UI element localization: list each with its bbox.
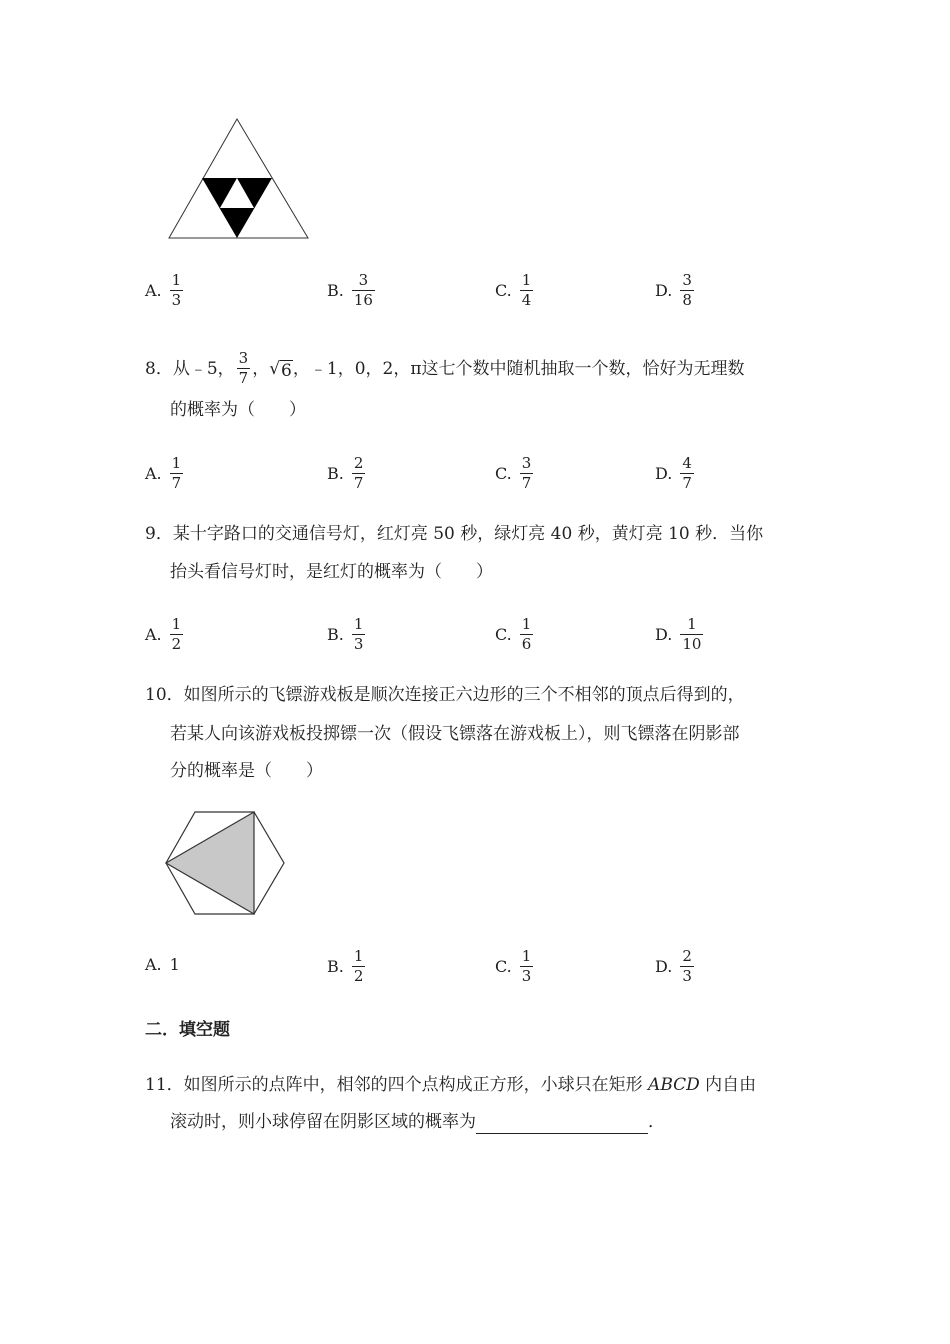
fraction: $\frac{1}{6}$ (521, 615, 532, 653)
q8-option-d[interactable]: D. $\frac{4}{7}$ (655, 454, 692, 492)
q11-line1: 11．如图所示的点阵中，相邻的四个点构成正方形，小球只在矩形 ABCD 内自由 (145, 1075, 757, 1095)
fraction: $\frac{2}{3}$ (682, 947, 692, 985)
q10-option-a[interactable]: A. 1 (145, 955, 180, 974)
q10-line3: 分的概率是（ ） (170, 761, 323, 781)
q8-line1: 8． 从﹣5， $\frac{3}{7}$ ， √ 6 ，﹣1，0，2，π这七个数中随机抽取一个数，恰好为无理数 (145, 349, 745, 387)
q9-option-b[interactable]: B. $\frac{1}{3}$ (327, 615, 364, 653)
fraction: $\frac{2}{7}$ (353, 454, 364, 492)
fraction: $\frac{1}{3}$ (353, 615, 364, 653)
fraction: $\frac{3}{8}$ (682, 271, 692, 309)
fraction: $\frac{1}{2}$ (353, 947, 364, 985)
q10-line1: 10．如图所示的飞镖游戏板是顺次连接正六边形的三个不相邻的顶点后得到的， (145, 685, 745, 705)
q9-option-d[interactable]: D. $\frac{1}{10}$ (655, 615, 702, 653)
q9-line1: 9．某十字路口的交通信号灯，红灯亮 50 秒，绿灯亮 40 秒，黄灯亮 10 秒．当你 (145, 524, 764, 544)
q9-option-c[interactable]: C. $\frac{1}{6}$ (495, 615, 532, 653)
q10-line2: 若某人向该游戏板投掷镖一次（假设飞镖落在游戏板上），则飞镖落在阴影部 (170, 724, 740, 744)
q11-line2: 滚动时，则小球停留在阴影区域的概率为 ． (170, 1112, 665, 1132)
q8-option-a[interactable]: A. $\frac{1}{7}$ (145, 454, 182, 492)
q9-line2: 抬头看信号灯时，是红灯的概率为（ ） (170, 562, 493, 582)
fraction: $\frac{4}{7}$ (682, 454, 692, 492)
q7-option-a[interactable]: A. $\frac{1}{3}$ (145, 271, 182, 309)
fraction: $\frac{1}{3}$ (521, 947, 532, 985)
fraction: $\frac{1}{2}$ (171, 615, 182, 653)
fraction: $\frac{3}{16}$ (353, 271, 373, 309)
fraction: $\frac{3}{7}$ (521, 454, 532, 492)
q8-option-c[interactable]: C. $\frac{3}{7}$ (495, 454, 532, 492)
triangle-figure (165, 115, 313, 245)
sqrt-expression: √ 6 (269, 358, 292, 381)
q7-option-c[interactable]: C. $\frac{1}{4}$ (495, 271, 532, 309)
inline-fraction: $\frac{3}{7}$ (238, 349, 249, 387)
q8-option-b[interactable]: B. $\frac{2}{7}$ (327, 454, 364, 492)
q7-option-b[interactable]: B. $\frac{3}{16}$ (327, 271, 373, 309)
fraction: $\frac{1}{10}$ (682, 615, 702, 653)
q8-line2: 的概率为（ ） (170, 400, 306, 420)
fraction: $\frac{1}{3}$ (171, 271, 182, 309)
q9-option-a[interactable]: A. $\frac{1}{2}$ (145, 615, 182, 653)
section-title: 二．填空题 (145, 1020, 230, 1040)
q10-option-c[interactable]: C. $\frac{1}{3}$ (495, 947, 532, 985)
hexagon-figure (162, 808, 288, 918)
answer-blank[interactable] (476, 1113, 648, 1134)
q10-option-b[interactable]: B. $\frac{1}{2}$ (327, 947, 364, 985)
fraction: $\frac{1}{4}$ (521, 271, 532, 309)
q7-option-d[interactable]: D. $\frac{3}{8}$ (655, 271, 692, 309)
q10-option-d[interactable]: D. $\frac{2}{3}$ (655, 947, 692, 985)
fraction: $\frac{1}{7}$ (171, 454, 182, 492)
